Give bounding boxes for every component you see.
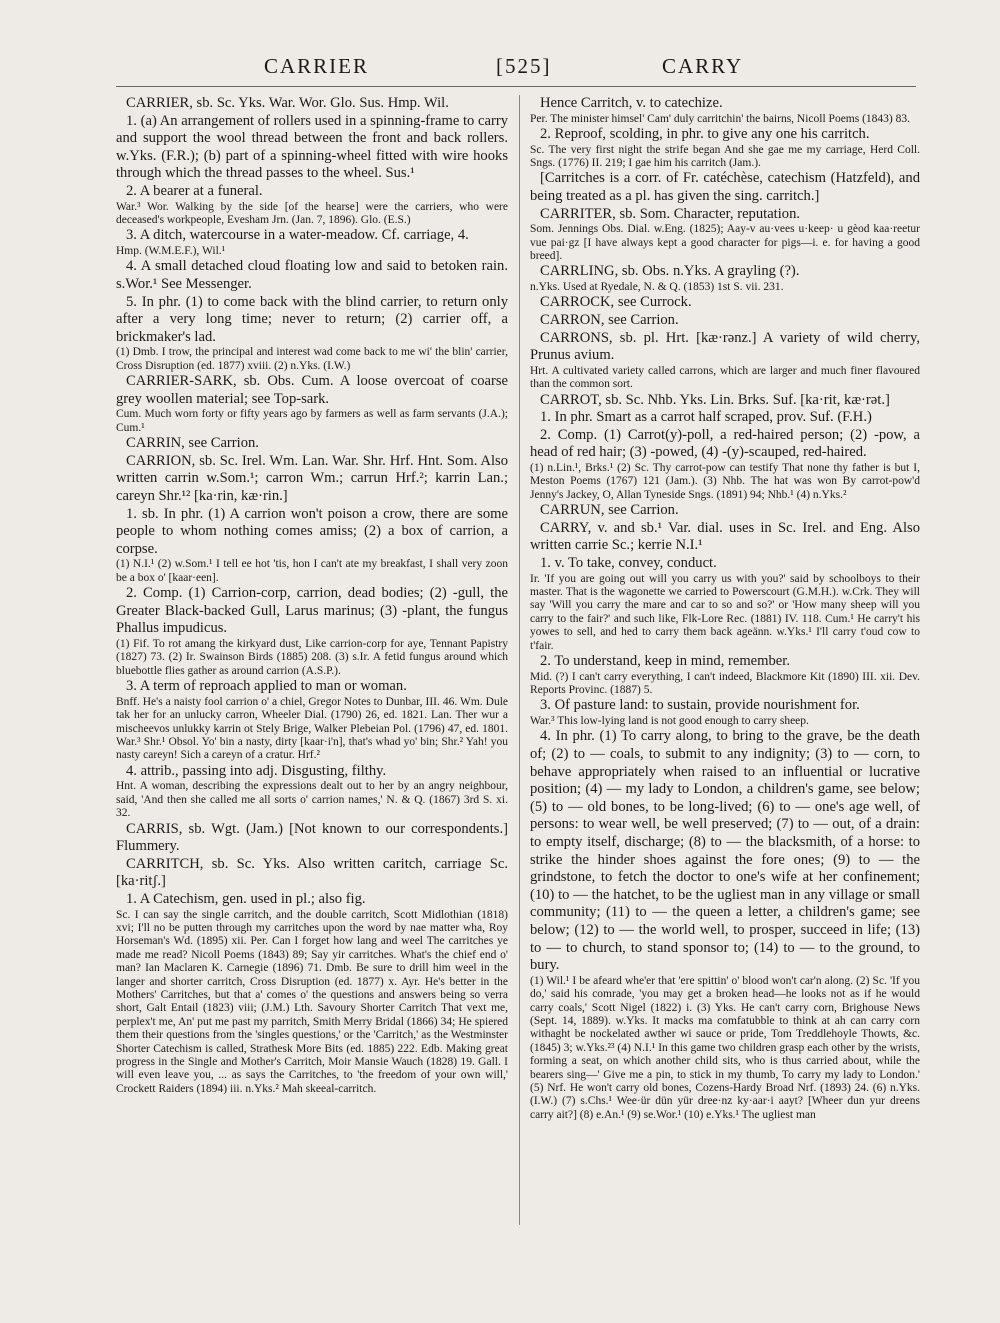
entry-paragraph: 4. attrib., passing into adj. Disgusting, filthy. — [126, 762, 387, 779]
citation-paragraph: (1) N.I.¹ (2) w.Som.¹ I tell ee hot 'tis, hon I can't ate my breakfast, I shall very zoon be a box o' [kaar·een]. — [116, 558, 508, 584]
column-divider — [519, 95, 520, 1225]
citation-paragraph: Bnff. He's a naisty fool carrion o' a chiel, Gregor Notes to Dunbar, III. 46. Wm. Dule tak her for an unlucky carron, Wheeler Dial. (1790) 26, ed. 1821. Lan. Ther wur a mischeevos unlukky karrin ot Stely Brige, Walker Plebeian Pol. (1796) 47, ed. 1801. War.³ Shr.¹ Obsol. Yo' bin a nasty, dirty [kaar·i'n], that's whad yo' bin; Shr.² Yah! you nasty careyn! Sich a careyn of a cratur. Hrf.² — [116, 695, 508, 762]
citation-paragraph: Hmp. (W.M.E.F.), Wil.¹ — [116, 244, 226, 257]
entry-paragraph: 4. In phr. (1) To carry along, to bring to the grave, be the death of; (2) to — coals, to submit to any indignity; (3) to — corn, to behave appropriately when raised to an influential or lucrative position; (4) — my lady to London, a children's game, see below; (5) to — old bones, to be long-lived; (6) to — one's age well, of persons: to wear well, be well preserved; (7) to — out, of a drain: to empty itself, discharge; (8) to — the blacksmith, of a horse: to strike the hinder shoes against the fore ones; (9) to — the grindstone, to fetch the doctor to one's wife at her confinement; (10) to — the hatchet, to be the ugliest man in any village or small community; (11) to — the queen a letter, a children's game; see below; (12) to — the world well, to prosper, succeed in life; (13) to — to church, to stand sponsor to; (14) to — to the ground, to bury. — [530, 728, 920, 974]
entry-paragraph: 2. To understand, keep in mind, remember. — [540, 653, 790, 669]
entry-paragraph: CARRIN, see Carrion. — [126, 435, 259, 452]
entry-paragraph: CARRIER-SARK, sb. Obs. Cum. A loose overcoat of coarse grey woollen material; see Top-sark. — [116, 373, 508, 407]
running-head-left: CARRIER — [264, 54, 370, 78]
entry-paragraph: 2. Comp. (1) Carrot(y)-poll, a red-haired person; (2) -pow, a head of red hair; (3) -powed, (4) -(y)-scauped, red-haired. — [530, 426, 920, 461]
citation-paragraph: (1) n.Lin.¹, Brks.¹ (2) Sc. Thy carrot-pow can testify That none thy father is but I, Meston Poems (1767) 121 (Jam.). (3) Nhb. The hat was won By carrot-pow'd Jenny's Jackey, O, Allan Tyneside Sngs. (1891) 94; Nhb.¹ (4) n.Yks.² — [530, 461, 920, 501]
citation-paragraph: (1) Wil.¹ I be afeard whe'er that 'ere spittin' o' blood won't car'n along. (2) Sc. 'If you do,' said his comrade, 'you may get a broken head—he looks not as if he would carry coals,' Scott Nigel (1822) i. (3) Yks. He can't carry corn, Brighouse News (Sept. 14, 1889). w.Yks. It macks ma comfatubble to think at ah can carry corn withaght be nockelated awther wi sauce or pride, Tom Treddlehoyle Thowts, &c. (1845) 3; w.Yks.²³ (4) N.I.¹ In this game two children grasp each other by the wrists, forming a seat, on which another child sits, who is thus carried about, while the bearers sing—' Give me a pin, to stick in my thumb, To carry my lady to London.' (5) Nrf. He won't carry old bones, Cozens-Hardy Broad Nrf. (1893) 24. (6) n.Yks. (I.W.) (7) s.Chs.¹ Wee·ür dün yür dree·nz ky·aar·i aayt? [Wheer dun yur dreens carry ait?] (8) e.An.¹ (9) se.Wor.¹ (10) e.Yks.¹ The ugliest man — [530, 974, 920, 1121]
citation-paragraph: n.Yks. Used at Ryedale, N. & Q. (1853) 1st S. vii. 231. — [530, 281, 784, 293]
entry-paragraph: CARRITER, sb. Som. Character, reputation. — [540, 205, 801, 222]
entry-paragraph: CARRONS, sb. pl. Hrt. [kæ·rənz.] A variety of wild cherry, Prunus avium. — [530, 329, 920, 364]
page-number: [525] — [496, 54, 552, 78]
left-column — [116, 95, 508, 1225]
entry-paragraph: CARRY, v. and sb.¹ Var. dial. uses in Sc. Irel. and Eng. Also written carrie Sc.; kerrie N.I.¹ — [530, 519, 920, 554]
entry-paragraph: 1. sb. In phr. (1) A carrion won't poison a crow, there are some people to whom nothing comes amiss; (2) a box of carrion, a corpse. — [116, 505, 508, 557]
citation-paragraph: Ir. 'If you are going out will you carry us with you?' said by schoolboys to their master. That is the wagonette we carried to Powerscourt (G.M.H.). w.Crk. They will say 'Will you carry the mare and car to so and so?' or 'How many sheep will you carry to the fair?' and such like, Flk-Lore Rec. (1881) IV. 118. Cum.¹ He carry't his yowes to sell, and hed to carry them back ageänn. w.Yks.¹ I'll carry t'oud cow to t'fair. — [530, 572, 920, 652]
header-rule — [116, 86, 916, 87]
running-head-right: CARRY — [662, 54, 744, 78]
citation-paragraph: Mid. (?) I can't carry everything, I can't indeed, Blackmore Kit (1890) III. xii. Dev. Reports Provinc. (1887) 5. — [530, 670, 920, 696]
entry-paragraph: 1. In phr. Smart as a carrot half scraped, prov. Suf. (F.H.) — [540, 409, 872, 426]
entry-paragraph: 2. Comp. (1) Carrion-corp, carrion, dead bodies; (2) -gull, the Greater Black-backed Gull, Larus marinus; (3) -plant, the fungus Phallus impudicus. — [116, 585, 508, 637]
entry-paragraph: CARRUN, see Carrion. — [540, 502, 679, 519]
entry-paragraph: CARROCK, see Currock. — [540, 294, 692, 311]
entry-paragraph: 1. (a) An arrangement of rollers used in a spinning-frame to carry and support the wool thread between the front and back rollers. w.Yks. (F.R.); (b) part of a spinning-wheel fitted with wire hooks through which the thread passes to the wheel. Sus.¹ — [116, 112, 508, 182]
entry-paragraph: CARRIER, sb. Sc. Yks. War. Wor. Glo. Sus. Hmp. Wil. — [126, 95, 449, 111]
entry-paragraph: CARRLING, sb. Obs. n.Yks. A grayling (?). — [540, 263, 800, 280]
right-column — [530, 95, 920, 1225]
entry-paragraph: 3. A term of reproach applied to man or woman. — [126, 678, 407, 695]
entry-paragraph: CARRION, sb. Sc. Irel. Wm. Lan. War. Shr. Hrf. Hnt. Som. Also written carrin w.Som.¹; carron Wm.; carrun Hrf.²; karrin Lan.; careyn Shr.¹² [ka·rin, kæ·rin.] — [116, 452, 508, 504]
citation-paragraph: Per. The minister himsel' Cam' duly carritchin' the bairns, Nicoll Poems (1843) 83. — [530, 112, 911, 125]
entry-paragraph: 4. A small detached cloud floating low and said to betoken rain. s.Wor.¹ See Messenger. — [116, 258, 508, 292]
entry-paragraph: [Carritches is a corr. of Fr. catéchèse, catechism (Hatzfeld), and being treated as a pl. has given the sing. carritch.] — [530, 170, 920, 204]
entry-paragraph: CARRON, see Carrion. — [540, 312, 679, 328]
entry-paragraph: CARROT, sb. Sc. Nhb. Yks. Lin. Brks. Suf. [ka·rit, kæ·rət.] — [540, 391, 890, 408]
entry-paragraph: CARRITCH, sb. Sc. Yks. Also written caritch, carriage Sc. [ka·ritʃ.] — [116, 855, 508, 890]
citation-paragraph: Sc. The very first night the strife began And she gae me my carriage, Herd Coll. Sngs. (1776) II. 219; I gae him his carritch (Jam.). — [530, 143, 920, 169]
citation-paragraph: War.³ This low-lying land is not good enough to carry sheep. — [530, 715, 809, 727]
entry-paragraph: 1. A Catechism, gen. used in pl.; also fig. — [126, 890, 366, 907]
entry-paragraph: 1. v. To take, convey, conduct. — [540, 554, 717, 571]
citation-paragraph: (1) Dmb. I trow, the principal and interest wad come back to me wi' the blin' carrier, Cross Disruption (ed. 1877) xviii. (2) n.Yks. (I.W.) — [116, 346, 508, 372]
entry-paragraph: 5. In phr. (1) to come back with the blind carrier, to return only after a very long time; never to return; (2) carrier off, a brickmaker's lad. — [116, 293, 508, 345]
citation-paragraph: War.³ Wor. Walking by the side [of the hearse] were the carriers, who were deceased's workpeople, Evesham Jrn. (Jan. 7, 1896). Glo. (E.S.) — [116, 200, 508, 226]
entry-paragraph: 3. Of pasture land: to sustain, provide nourishment for. — [540, 697, 860, 714]
entry-paragraph: CARRIS, sb. Wgt. (Jam.) [Not known to our correspondents.] Flummery. — [116, 820, 508, 855]
citation-paragraph: Hnt. A woman, describing the expressions dealt out to her by an angry neighbour, said, 'And then she called me all sorts o' carrion names,' N. & Q. (1867) 3rd S. xi. 32. — [116, 780, 508, 820]
citation-paragraph: Som. Jennings Obs. Dial. w.Eng. (1825); Aay-v au·vees u·keep· u gèod kaa·reetur vue pai·gz [I have always kept a good character for pigs—i. e. for having a good breed]. — [530, 223, 920, 262]
entry-paragraph: Hence Carritch, v. to catechize. — [540, 95, 723, 111]
entry-paragraph: 2. Reproof, scolding, in phr. to give any one his carritch. — [540, 126, 870, 142]
citation-paragraph: (1) Fif. To rot amang the kirkyard dust, Like carrion-corp for aye, Tennant Papistry (1827) 73. (2) Ir. Swainson Birds (1885) 208. (3) s.Ir. A fetid fungus around which bluebottle flies gather as around carrion (A.S.P.). — [116, 637, 508, 677]
entry-paragraph: 2. A bearer at a funeral. — [126, 182, 263, 199]
citation-paragraph: Cum. Much worn forty or fifty years ago by farmers as well as farm servants (J.A.); Cum.¹ — [116, 408, 508, 434]
citation-paragraph: Sc. I can say the single carritch, and the double carritch, Scott Midlothian (1818) xvi; I'll no be putten through my carritches upon the word by nae matter wha, Roy Horseman's Wd. (1895) xii. Per. Can I forget how lang and weel The carritches ye made me read? Nicoll Poems (1843) 89; Say yir carritches. What's the chief end o' man? Ian Maclaren K. Carnegie (1896) 71. Dmb. Be sure to drill him weel in the langer and shorter carritch, Cross Disruption (ed. 1877) x. Ayr. He's better in the Mothers' Carritches, but that a' comes o' the questions and answers being so verra short, Galt Entail (1823) viii; (J.M.) Lth. Savoury Shorter Carritch That vext me, perplex't me, An' put me past my parritch, Smith Merry Bridal (1866) 34; He spiered them their questions from the 'singles questions,' or the 'Carritch,' as the Westminster Shorter Catechism is called, Strathesk More Bits (ed. 1885) 222. Edb. Making great progress in the Single and Mother's Carritch, Moir Mansie Wauch (1828) 19. Gall. I will even leave you, ... as says the Carritches, to 'the freedom of your own will,' Crockett Raiders (1894) iii. n.Yks.² Mah skeeal-carritch. — [116, 908, 508, 1095]
entry-paragraph: 3. A ditch, watercourse in a water-meadow. Cf. carriage, 4. — [126, 227, 469, 244]
running-head — [116, 54, 916, 84]
citation-paragraph: Hrt. A cultivated variety called carrons, which are larger and much finer flavoured than the common sort. — [530, 364, 920, 391]
